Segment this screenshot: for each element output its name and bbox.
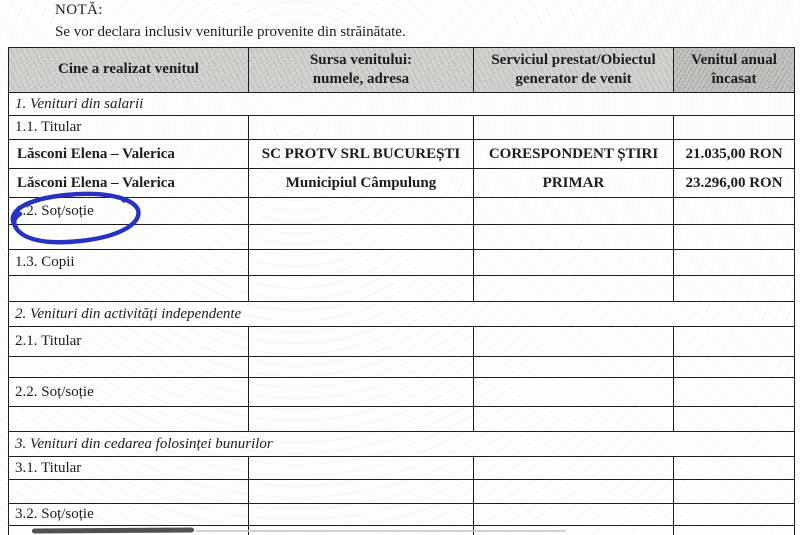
section-title-cell: 3. Venituri din cedarea folosinței bunurilor [9,432,795,457]
row-label-cell: 1.1. Titular [9,116,249,140]
value-cell [249,357,474,378]
value-cell [674,504,795,526]
income-table [8,47,795,535]
row-label-cell: 3.1. Titular [9,457,249,480]
value-cell [674,526,795,535]
value-cell [249,116,474,140]
value-cell: 21.035,00 RON [674,140,795,169]
empty-row [9,357,795,378]
value-cell: PRIMAR [474,169,674,198]
header-line: Venitul anual [691,51,777,68]
value-cell [674,276,795,302]
value-cell [249,378,474,407]
value-cell [474,480,674,504]
section-row [9,432,795,457]
value-cell: CORESPONDENT ȘTIRI [474,140,674,169]
header-line: Serviciul prestat/Obiectul [491,51,656,68]
value-cell [474,378,674,407]
note-label: NOTĂ: [55,2,103,18]
row-label-cell: 3.2. Soț/soție [9,504,249,526]
value-cell [249,327,474,357]
data-row [9,140,795,169]
value-cell [474,116,674,140]
header-serviciul-prestat [474,48,674,93]
value-cell [474,276,674,302]
section-row [9,93,795,116]
value-cell [674,378,795,407]
value-cell [474,407,674,432]
header-sursa-venitului [249,48,474,93]
row-label-cell [9,276,249,302]
empty-row [9,480,795,504]
value-cell [474,504,674,526]
value-cell [674,327,795,357]
row-label-cell: 1.3. Copii [9,250,249,276]
value-cell [249,276,474,302]
row-label-cell: Lăsconi Elena – Valerica [9,140,249,169]
value-cell [674,225,795,250]
value-cell [474,327,674,357]
value-cell [249,225,474,250]
label-row [9,378,795,407]
value-cell [674,357,795,378]
row-label-cell: Lăsconi Elena – Valerica [9,169,249,198]
header-line: încasat [711,71,757,87]
value-cell [474,357,674,378]
row-label-cell [9,407,249,432]
note-text: Se vor declara inclusiv veniturile provenite din străinătate. [55,24,406,40]
header-line: numele, adresa [312,71,410,87]
header-line: Sursa venitului: [309,51,413,68]
value-cell: 23.296,00 RON [674,169,795,198]
value-cell [674,198,795,225]
row-label-cell [9,357,249,378]
value-cell [474,250,674,276]
empty-row [9,407,795,432]
value-cell [474,198,674,225]
value-cell [674,116,795,140]
label-row [9,116,795,140]
scan-line-artifact [196,530,566,532]
value-cell: SC PROTV SRL BUCUREȘTI [249,140,474,169]
section-row [9,302,795,327]
value-cell [674,250,795,276]
section-title-cell: 1. Venituri din salarii [9,93,795,116]
value-cell [674,407,795,432]
income-table-body [9,93,795,535]
row-label-cell: 2.1. Titular [9,327,249,357]
header-line: Cine a realizat venitul [58,61,199,78]
value-cell: Municipiul Câmpulung [249,169,474,198]
data-row [9,169,795,198]
empty-row [9,276,795,302]
value-cell [249,480,474,504]
value-cell [474,225,674,250]
value-cell [249,457,474,480]
value-cell [474,457,674,480]
value-cell [249,250,474,276]
label-row [9,198,795,225]
label-row [9,457,795,480]
empty-row [9,225,795,250]
value-cell [249,504,474,526]
value-cell [674,480,795,504]
header-venitul-anual [674,48,795,93]
header-cine-a-realizat-venitul [9,48,249,93]
table-header-row [9,48,795,93]
value-cell [674,457,795,480]
row-label-cell [9,225,249,250]
value-cell [249,198,474,225]
header-line: generator de venit [515,71,632,87]
row-label-cell: 2.2. Soț/soție [9,378,249,407]
row-label-cell: 1.2. Soț/soție [9,198,249,225]
label-row [9,327,795,357]
label-row [9,250,795,276]
label-row [9,504,795,526]
value-cell [249,407,474,432]
row-label-cell [9,480,249,504]
section-title-cell: 2. Venituri din activități independente [9,302,795,327]
